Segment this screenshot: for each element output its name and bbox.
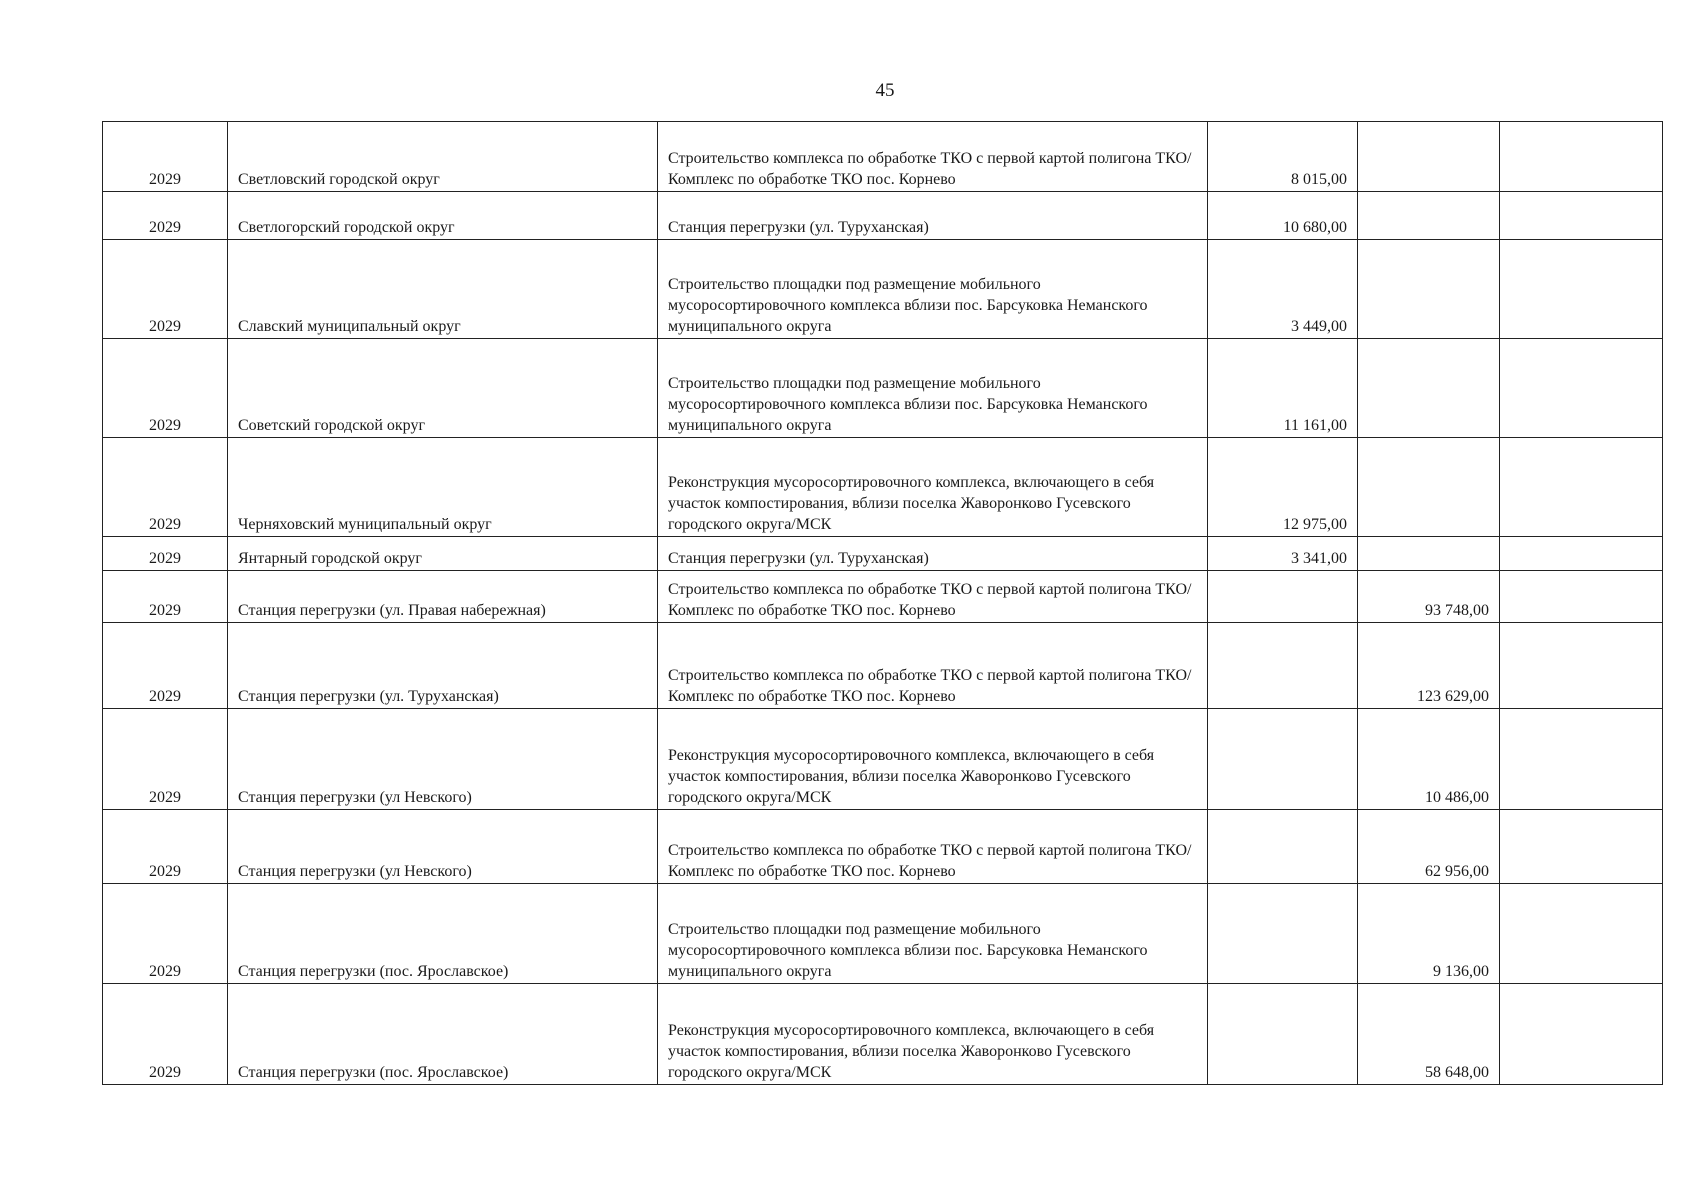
amount3-cell [1500,438,1663,537]
amount3-cell [1500,339,1663,438]
year-cell: 2029 [103,438,228,537]
year-cell: 2029 [103,240,228,339]
object-cell: Строительство площадки под размещение мобильного мусоросортировочного комплекса вблизи пос. Барсуковка Неманского муниципального округа [658,240,1208,339]
table-row [103,984,1663,1085]
object-cell: Строительство комплекса по обработке ТКО с первой картой полигона ТКО/Комплекс по обработке ТКО пос. Корнево [658,810,1208,884]
table-row [103,192,1663,240]
page-number: 45 [875,80,895,101]
municipality-cell: Станция перегрузки (ул Невского) [228,810,658,884]
municipality-cell: Славский муниципальный округ [228,240,658,339]
amount1-cell [1208,571,1358,623]
amount2-cell [1358,339,1500,438]
amount1-cell: 8 015,00 [1208,122,1358,192]
amount3-cell [1500,192,1663,240]
amount3-cell [1500,571,1663,623]
amount3-cell [1500,537,1663,571]
amount2-cell [1358,122,1500,192]
amount1-cell: 10 680,00 [1208,192,1358,240]
amount1-cell [1208,810,1358,884]
object-cell: Строительство комплекса по обработке ТКО с первой картой полигона ТКО/Комплекс по обработке ТКО пос. Корнево [658,623,1208,709]
municipality-cell: Светловский городской округ [228,122,658,192]
amount3-cell [1500,240,1663,339]
year-cell: 2029 [103,884,228,984]
table-row [103,537,1663,571]
object-cell: Строительство площадки под размещение мобильного мусоросортировочного комплекса вблизи пос. Барсуковка Неманского муниципального округа [658,884,1208,984]
table-row [103,623,1663,709]
object-cell: Строительство комплекса по обработке ТКО с первой картой полигона ТКО/Комплекс по обработке ТКО пос. Корнево [658,122,1208,192]
table-row [103,810,1663,884]
amount3-cell [1500,984,1663,1085]
object-cell: Станция перегрузки (ул. Туруханская) [658,192,1208,240]
amount2-cell: 93 748,00 [1358,571,1500,623]
table-row [103,884,1663,984]
amount1-cell: 12 975,00 [1208,438,1358,537]
municipality-cell: Советский городской округ [228,339,658,438]
amount2-cell [1358,240,1500,339]
amount3-cell [1500,884,1663,984]
amount2-cell: 9 136,00 [1358,884,1500,984]
amount2-cell: 58 648,00 [1358,984,1500,1085]
amount2-cell [1358,192,1500,240]
table-row [103,571,1663,623]
year-cell: 2029 [103,339,228,438]
amount1-cell: 3 449,00 [1208,240,1358,339]
amount2-cell [1358,438,1500,537]
waste-facility-table [102,121,1663,1085]
amount1-cell: 11 161,00 [1208,339,1358,438]
amount3-cell [1500,709,1663,810]
amount1-cell [1208,709,1358,810]
municipality-cell: Станция перегрузки (пос. Ярославское) [228,984,658,1085]
municipality-cell: Станция перегрузки (ул. Правая набережная) [228,571,658,623]
amount2-cell [1358,537,1500,571]
municipality-cell: Светлогорский городской округ [228,192,658,240]
municipality-cell: Станция перегрузки (ул. Туруханская) [228,623,658,709]
table-row [103,438,1663,537]
table-row [103,122,1663,192]
amount1-cell: 3 341,00 [1208,537,1358,571]
municipality-cell: Станция перегрузки (ул Невского) [228,709,658,810]
object-cell: Строительство комплекса по обработке ТКО с первой картой полигона ТКО/Комплекс по обработке ТКО пос. Корнево [658,571,1208,623]
municipality-cell: Черняховский муниципальный округ [228,438,658,537]
year-cell: 2029 [103,810,228,884]
municipality-cell: Станция перегрузки (пос. Ярославское) [228,884,658,984]
object-cell: Станция перегрузки (ул. Туруханская) [658,537,1208,571]
amount2-cell: 123 629,00 [1358,623,1500,709]
object-cell: Реконструкция мусоросортировочного комплекса, включающего в себя участок компостирования, вблизи поселка Жаворонково Гусевского городского округа/МСК [658,438,1208,537]
year-cell: 2029 [103,623,228,709]
amount3-cell [1500,810,1663,884]
amount2-cell: 10 486,00 [1358,709,1500,810]
year-cell: 2029 [103,537,228,571]
table-row [103,339,1663,438]
amount1-cell [1208,884,1358,984]
object-cell: Строительство площадки под размещение мобильного мусоросортировочного комплекса вблизи пос. Барсуковка Неманского муниципального округа [658,339,1208,438]
year-cell: 2029 [103,122,228,192]
municipality-cell: Янтарный городской округ [228,537,658,571]
year-cell: 2029 [103,571,228,623]
amount3-cell [1500,623,1663,709]
object-cell: Реконструкция мусоросортировочного комплекса, включающего в себя участок компостирования, вблизи поселка Жаворонково Гусевского городского округа/МСК [658,709,1208,810]
object-cell: Реконструкция мусоросортировочного комплекса, включающего в себя участок компостирования, вблизи поселка Жаворонково Гусевского городского округа/МСК [658,984,1208,1085]
amount1-cell [1208,984,1358,1085]
amount3-cell [1500,122,1663,192]
year-cell: 2029 [103,984,228,1085]
table-row [103,240,1663,339]
amount1-cell [1208,623,1358,709]
amount2-cell: 62 956,00 [1358,810,1500,884]
table-row [103,709,1663,810]
year-cell: 2029 [103,192,228,240]
year-cell: 2029 [103,709,228,810]
